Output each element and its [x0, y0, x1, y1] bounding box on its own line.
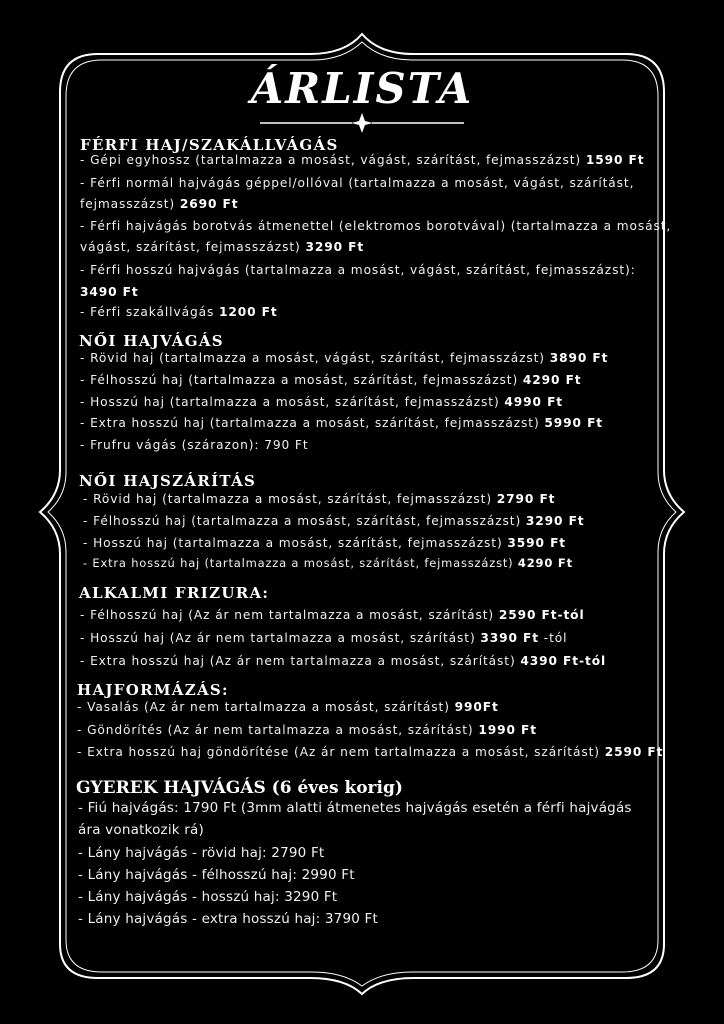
price-line: vágást, szárítást, fejmasszázst) 3290 Ft — [80, 240, 365, 254]
section-heading-ferfi: FÉRFI HAJ/SZAKÁLLVÁGÁS — [80, 136, 339, 154]
price-line: - Férfi hajvágás borotvás átmenettel (elektromos borotvával) (tartalmazza a mosást, — [80, 219, 672, 233]
price-line: - Lány hajvágás - rövid haj: 2790 Ft — [78, 845, 325, 861]
price-line: - Vasalás (Az ár nem tartalmazza a mosást, szárítást) 990Ft — [77, 700, 499, 714]
price-line: - Göndörítés (Az ár nem tartalmazza a mosást, szárítást) 1990 Ft — [77, 723, 537, 737]
section-heading-noi-hajszaritas: NŐI HAJSZÁRÍTÁS — [79, 472, 257, 490]
price-line: - Gépi egyhossz (tartalmazza a mosást, vágást, szárítást, fejmasszázst) 1590 Ft — [80, 153, 645, 167]
page-title: ÁRLISTA — [250, 64, 474, 113]
price-line: - Extra hosszú haj (tartalmazza a mosást, szárítást, fejmasszázst) 4290 Ft — [83, 556, 573, 570]
price-line: - Frufru vágás (szárazon): 790 Ft — [80, 438, 309, 452]
price-line: - Hosszú haj (Az ár nem tartalmazza a mosást, szárítást) 3390 Ft -tól — [80, 631, 568, 645]
price-line: - Rövid haj (tartalmazza a mosást, vágást, szárítást, fejmasszázst) 3890 Ft — [80, 351, 609, 365]
price-line: - Hosszú haj (tartalmazza a mosást, szárítást, fejmasszázst) 3590 Ft — [83, 536, 567, 550]
price-line: - Hosszú haj (tartalmazza a mosást, szárítást, fejmasszázst) 4990 Ft — [80, 395, 564, 409]
price-line: - Félhosszú haj (tartalmazza a mosást, szárítást, fejmasszázst) 4290 Ft — [80, 373, 582, 387]
section-heading-gyerek-hajvagas: GYEREK HAJVÁGÁS (6 éves korig) — [76, 778, 403, 798]
star-ornament-icon — [351, 113, 373, 133]
section-heading-hajformazas: HAJFORMÁZÁS: — [77, 681, 229, 699]
price-line: - Férfi szakállvágás 1200 Ft — [80, 305, 278, 319]
section-heading-noi-hajvagas: NŐI HAJVÁGÁS — [79, 332, 224, 350]
price-line: - Rövid haj (tartalmazza a mosást, szárítást, fejmasszázst) 2790 Ft — [83, 492, 556, 506]
price-line: ára vonatkozik rá) — [78, 822, 204, 838]
price-line: - Extra hosszú haj (tartalmazza a mosást, szárítást, fejmasszázst) 5990 Ft — [80, 416, 604, 430]
price-line: - Félhosszú haj (tartalmazza a mosást, szárítást, fejmasszázst) 3290 Ft — [83, 514, 585, 528]
price-line: fejmasszázst) 2690 Ft — [80, 197, 239, 211]
price-line: - Lány hajvágás - félhosszú haj: 2990 Ft — [78, 867, 355, 883]
price-line: - Férfi hosszú hajvágás (tartalmazza a mosást, vágást, szárítást, fejmasszázst): — [80, 263, 636, 277]
price-line: - Férfi normál hajvágás géppel/ollóval (tartalmazza a mosást, vágást, szárítást, — [80, 176, 635, 190]
price-line: - Extra hosszú haj göndörítése (Az ár nem tartalmazza a mosást, szárítást) 2590 Ft — [77, 745, 664, 759]
price-line: - Extra hosszú haj (Az ár nem tartalmazza a mosást, szárítást) 4390 Ft-tól — [80, 654, 607, 668]
price-line: - Lány hajvágás - extra hosszú haj: 3790 Ft — [78, 911, 378, 927]
section-heading-alkalmi-frizura: ALKALMI FRIZURA: — [79, 584, 270, 602]
price-line: - Fiú hajvágás: 1790 Ft (3mm alatti átmenetes hajvágás esetén a férfi hajvágás — [78, 800, 632, 816]
price-line: - Félhosszú haj (Az ár nem tartalmazza a mosást, szárítást) 2590 Ft-tól — [80, 608, 585, 622]
price-line: - Lány hajvágás - hosszú haj: 3290 Ft — [78, 889, 338, 905]
price-line: 3490 Ft — [80, 285, 139, 299]
